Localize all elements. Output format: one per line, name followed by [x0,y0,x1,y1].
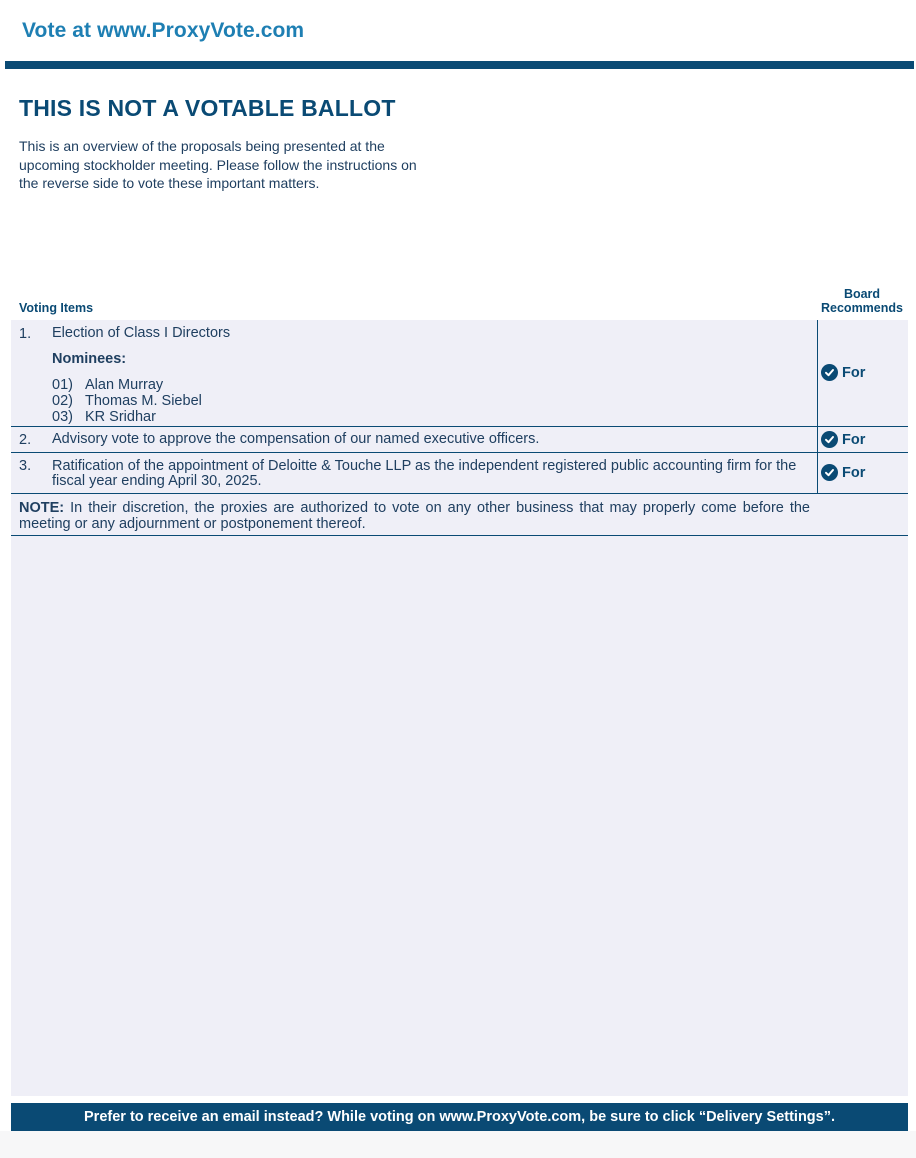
recommendation-label: For [842,364,866,381]
note-row [11,494,908,536]
note-text [19,500,810,532]
nominee-number: 03) [52,409,73,425]
nominee [52,409,156,425]
nominee-number: 02) [52,393,73,409]
ballot-heading: THIS IS NOT A VOTABLE BALLOT [19,95,396,121]
column-header-line: Board [843,287,881,301]
column-header-line: Recommends [821,301,903,315]
page-bottom-margin [0,1131,916,1158]
intro-line: upcoming stockholder meeting. Please follow the instructions on [19,156,417,173]
board-recommendation [821,431,865,448]
column-header-voting-items: Voting Items [19,301,94,315]
nominee [52,393,202,409]
note-body: In their discretion, the proxies are authorized to vote on any other business that may properly come before the meeting or any adjournment or postponement thereof. [19,500,810,532]
column-header-board-recommends [816,287,908,315]
header-rule [5,61,914,69]
nominees-label: Nominees: [52,351,127,367]
voting-item-row [11,427,908,453]
voting-item-row [11,320,908,427]
nominee-number: 01) [52,377,73,393]
intro-line: the reverse side to vote these important matters. [19,175,320,191]
intro-line: This is an overview of the proposals being presented at the [19,138,385,154]
item-text: Election of Class I Directors [52,325,231,341]
item-number: 1. [19,326,32,342]
check-circle-icon [821,464,838,481]
board-recommendation [821,364,865,381]
check-circle-icon [821,431,838,448]
recommendation-label: For [842,464,866,481]
nominee-name: Alan Murray [85,377,164,393]
voting-item-row [11,453,908,494]
board-recommendation [821,464,865,481]
header-title: Vote at www.ProxyVote.com [22,19,305,42]
check-circle-icon [821,364,838,381]
footer-banner [11,1103,908,1131]
note-label: NOTE: [19,500,65,516]
voting-items-table [11,320,908,1096]
item-text: Advisory vote to approve the compensation of our named executive officers. [52,431,540,447]
item-number: 3. [19,458,32,474]
item-number: 2. [19,432,32,448]
nominee-name: KR Sridhar [85,409,156,425]
item-text: Ratification of the appointment of Deloitte & Touche LLP as the independent registered public accounting firm for the fiscal year ending April 30, 2025. [52,458,797,489]
intro-text [19,137,459,193]
recommendation-label: For [842,431,866,448]
nominee-name: Thomas M. Siebel [85,393,202,409]
footer-text: Prefer to receive an email instead? While voting on www.ProxyVote.com, be sure to click “Delivery Settings”. [84,1109,835,1125]
nominee [52,377,163,393]
